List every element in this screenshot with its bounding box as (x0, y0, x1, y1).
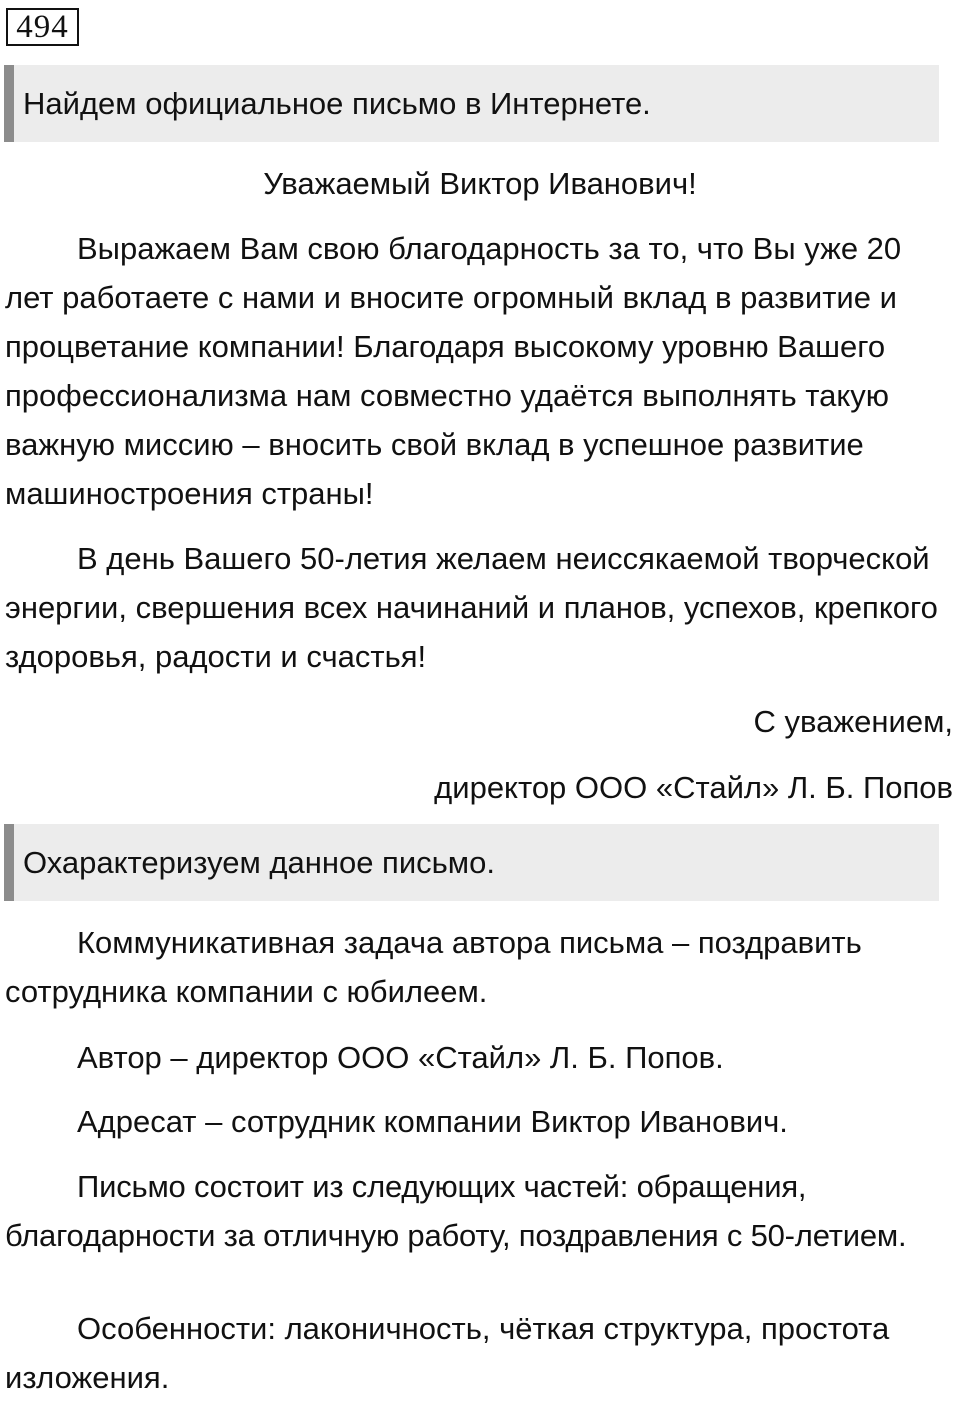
section-heading-characterize (4, 824, 939, 901)
task-number-badge: 494 (6, 8, 79, 46)
analysis-item-features: Особенности: лаконичность, чёткая структура, простота изложения. (5, 1311, 890, 1395)
section-heading-find-letter (4, 65, 939, 142)
letter-greeting: Уважаемый Виктор Иванович! (263, 166, 697, 201)
section-heading-text: Найдем официальное письмо в Интернете. (23, 85, 651, 121)
analysis-item-addressee: Адресат – сотрудник компании Виктор Иванович. (77, 1104, 788, 1139)
letter-paragraph-gratitude: Выражаем Вам свою благодарность за то, что Вы уже 20 лет работаете с нами и вносите огромный вклад в развитие и процветание компании! Благодаря высокому уровню Вашего профессионализма нам совместно удаётся выполнять такую важную миссию – вносить свой вклад в успешное развитие машиностроения страны! (5, 231, 902, 511)
letter-closing: С уважением, (753, 704, 953, 739)
letter-signature: директор ООО «Стайл» Л. Б. Попов (434, 770, 953, 805)
analysis-item-structure: Письмо состоит из следующих частей: обращения, благодарности за отличную работу, поздравления с 50-летием. (5, 1169, 907, 1253)
section-heading-text: Охарактеризуем данное письмо. (23, 844, 495, 880)
analysis-item-task: Коммуникативная задача автора письма – поздравить сотрудника компании с юбилеем. (5, 925, 862, 1009)
letter-paragraph-wishes: В день Вашего 50-летия желаем неиссякаемой творческой энергии, свершения всех начинаний и планов, успехов, крепкого здоровья, радости и счастья! (5, 541, 938, 674)
analysis-item-author: Автор – директор ООО «Стайл» Л. Б. Попов. (77, 1040, 724, 1075)
